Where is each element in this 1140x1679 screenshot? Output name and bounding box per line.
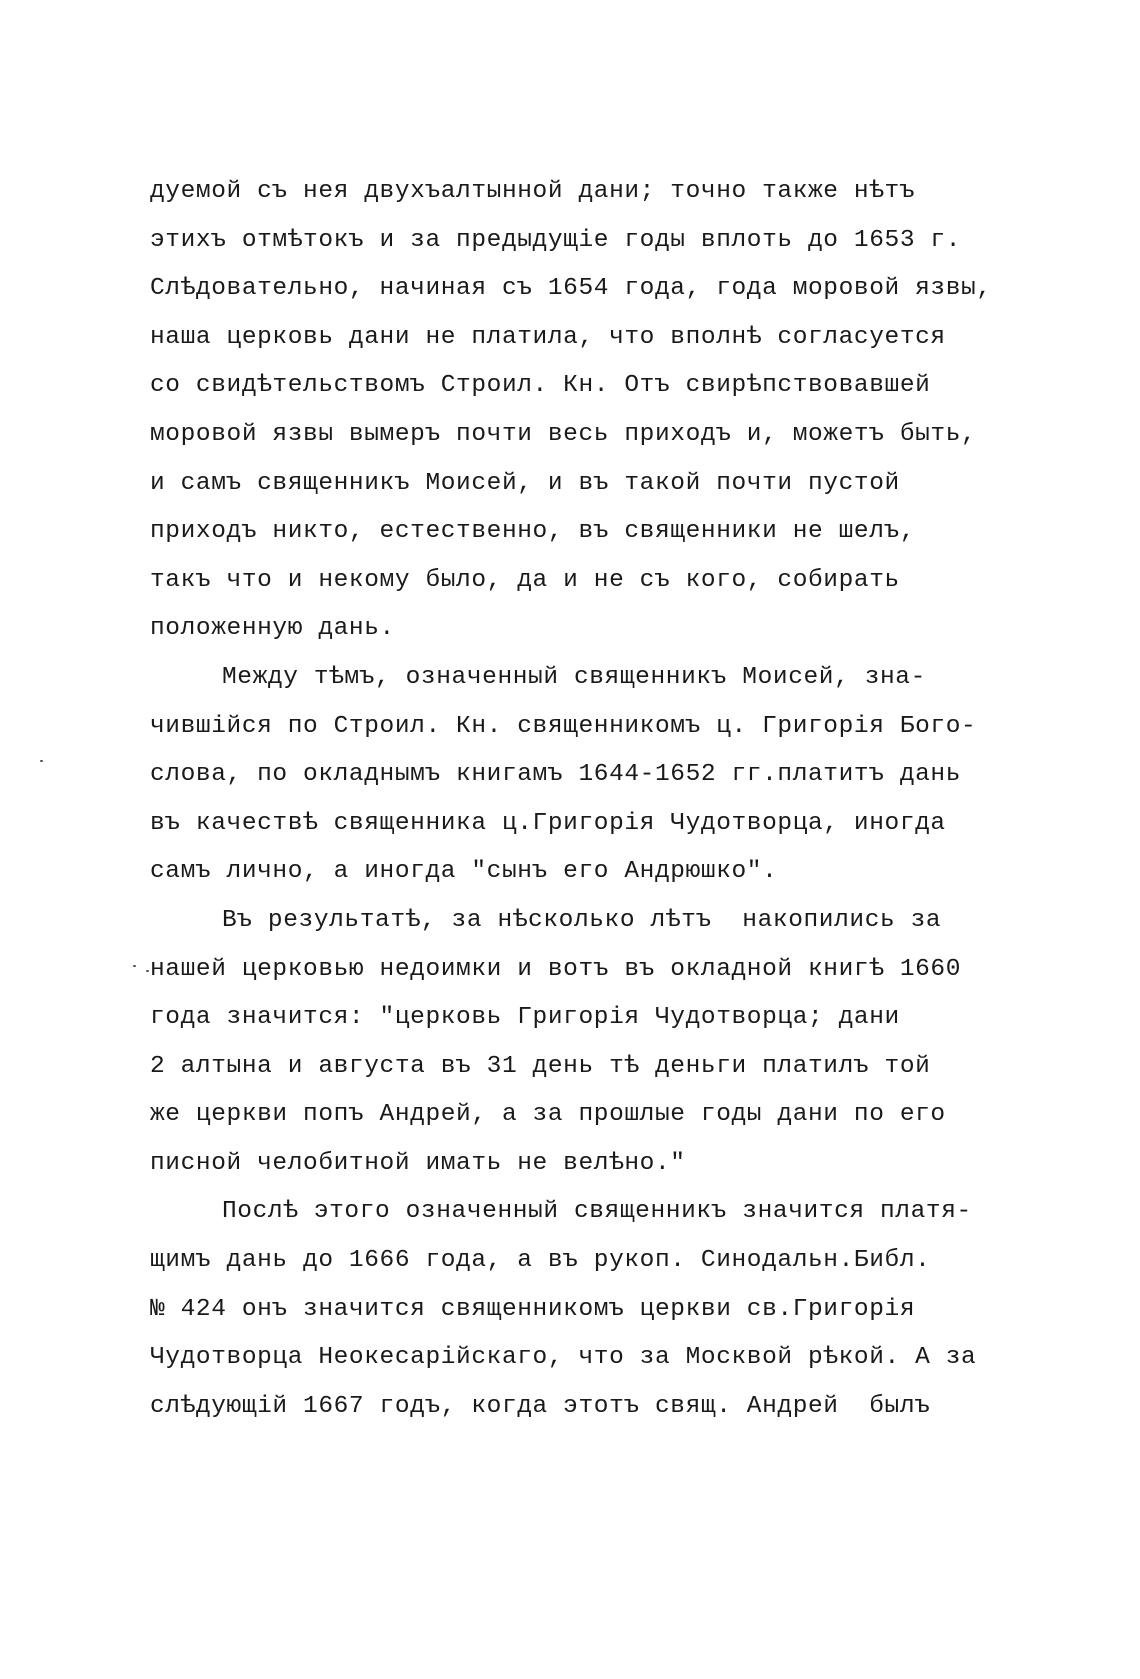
text-line: положенную дань. <box>150 615 395 643</box>
text-line: Слѣдовательно, начиная съ 1654 года, года моровой язвы, <box>150 275 992 303</box>
text-line: этихъ отмѣтокъ и за предыдущіе годы вплоть до 1653 г. <box>150 226 962 254</box>
text-line: года значится: "церковь Григорія Чудотворца; дани <box>150 1004 900 1032</box>
text-line: и самъ священникъ Моисей, и въ такой почти пустой <box>150 469 900 497</box>
text-line: со свидѣтельствомъ Строил. Кн. Отъ свирѣпствовавшей <box>150 372 931 400</box>
text-line: Между тѣмъ, означенный священникъ Моисей, зна- <box>222 663 926 691</box>
text-line: Въ результатѣ, за нѣсколько лѣтъ накопились за <box>222 906 942 934</box>
text-line: слова, по окладнымъ книгамъ 1644-1652 гг.платитъ дань <box>150 761 962 789</box>
text-line: писной челобитной имать не велѣно." <box>150 1149 686 1177</box>
text-line: Послѣ этого означенный священникъ значится платя- <box>222 1198 972 1226</box>
text-line: нашей церковью недоимки и вотъ въ окладной книгѣ 1660 <box>150 955 962 983</box>
text-line: Чудотворца Неокесарійскаго, что за Москвой рѣкой. А за <box>150 1344 977 1372</box>
scan-speck <box>40 760 43 762</box>
text-line: 2 алтына и августа въ 31 день тѣ деньги платилъ той <box>150 1052 931 1080</box>
text-line: слѣдующій 1667 годъ, когда этотъ свящ. Андрей былъ <box>150 1392 931 1420</box>
text-line: самъ лично, а иногда "сынъ его Андрюшко". <box>150 858 778 886</box>
typewritten-text-body <box>150 168 1030 1431</box>
scan-speck <box>133 965 136 967</box>
text-line: моровой язвы вымеръ почти весь приходъ и, можетъ быть, <box>150 420 977 448</box>
text-line: щимъ дань до 1666 года, а въ рукоп. Синодальн.Библ. <box>150 1247 931 1275</box>
text-line: № 424 онъ значится священникомъ церкви св.Григорія <box>150 1295 916 1323</box>
text-line: такъ что и некому было, да и не съ кого, собирать <box>150 566 900 594</box>
text-line: дуемой съ нея двухъалтынной дани; точно также нѣтъ <box>150 178 916 205</box>
text-line: въ качествѣ священника ц.Григорія Чудотворца, иногда <box>150 809 946 837</box>
text-line: приходъ никто, естественно, въ священники не шелъ, <box>150 518 916 546</box>
text-line: же церкви попъ Андрей, а за прошлые годы дани по его <box>150 1101 946 1129</box>
scan-speck <box>146 970 149 972</box>
text-line: чившійся по Строил. Кн. священникомъ ц. Григорія Бого- <box>150 712 977 740</box>
text-line: наша церковь дани не платила, что вполнѣ согласуется <box>150 323 946 351</box>
